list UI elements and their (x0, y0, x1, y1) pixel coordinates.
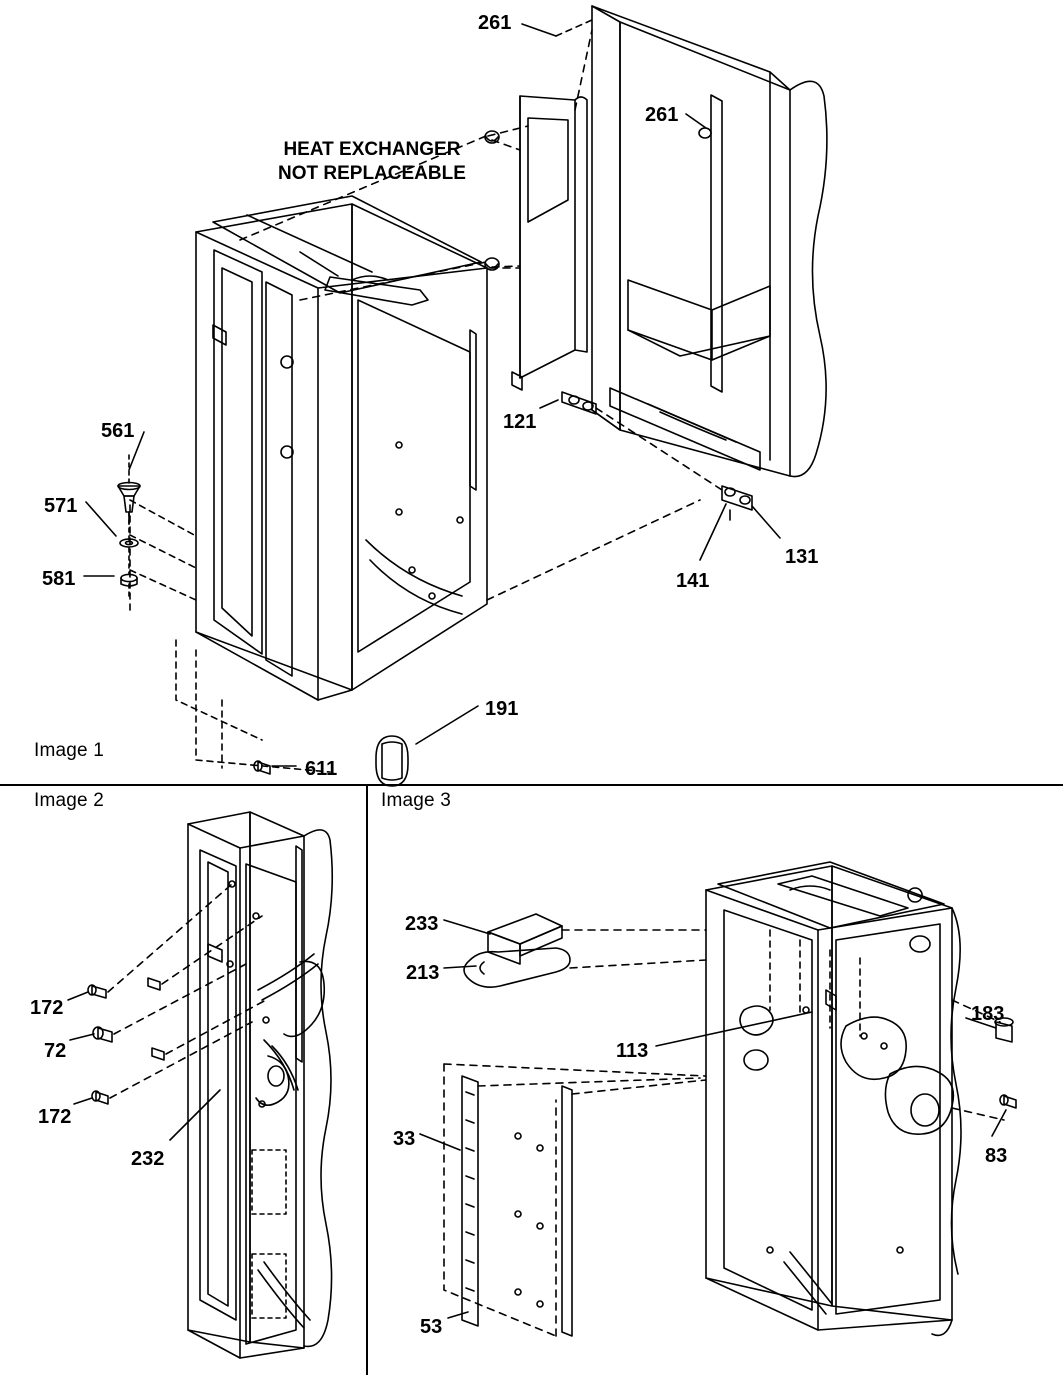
callout-53: 53 (420, 1316, 443, 1338)
panel-label-image-1: Image 1 (34, 740, 105, 761)
callout-233: 233 (405, 913, 439, 935)
callout-121: 121 (503, 411, 537, 433)
callout-113: 113 (616, 1040, 649, 1062)
heat-exchanger-note (278, 138, 466, 186)
panel-label-image-3: Image 3 (381, 790, 452, 811)
callout-232: 232 (131, 1148, 165, 1170)
callout-213: 213 (406, 962, 440, 984)
panel-label-image-2: Image 2 (34, 790, 105, 811)
callout-131: 131 (785, 546, 819, 568)
callout-261-top: 261 (478, 12, 512, 34)
callout-261-right: 261 (645, 104, 679, 126)
callout-611: 611 (305, 758, 338, 780)
callout-72: 72 (44, 1040, 67, 1062)
panel-divider-vertical (366, 784, 368, 1375)
callout-33: 33 (393, 1128, 416, 1150)
callout-141: 141 (676, 570, 710, 592)
callout-83: 83 (985, 1145, 1008, 1167)
callout-183: 183 (971, 1003, 1005, 1025)
heat-exchanger-note-line-2: NOT REPLACEABLE (278, 162, 466, 184)
callout-172-lower: 172 (38, 1106, 72, 1128)
callout-172-upper: 172 (30, 997, 64, 1019)
heat-exchanger-note-line-1: HEAT EXCHANGER (283, 139, 461, 160)
callout-561: 561 (101, 420, 135, 442)
callout-191: 191 (485, 698, 519, 720)
callout-571: 571 (44, 495, 78, 517)
panel-divider-horizontal (0, 784, 1063, 786)
callout-581: 581 (42, 568, 76, 590)
